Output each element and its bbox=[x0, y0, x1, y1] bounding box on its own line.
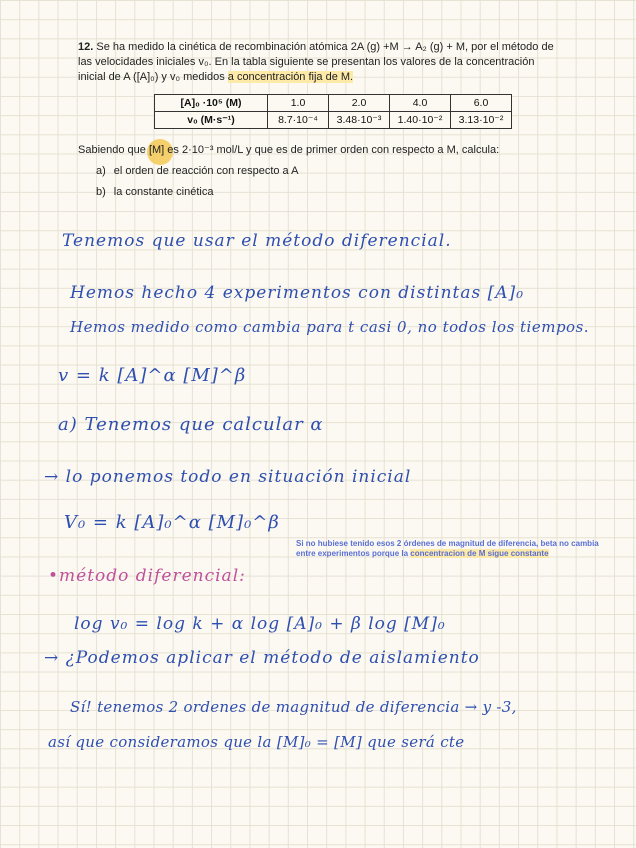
table-cell: 3.13·10⁻² bbox=[451, 112, 512, 129]
handwritten-line: Hemos medido como cambia para t casi 0, no todos los tiempos. bbox=[70, 318, 590, 336]
handwritten-line: log v₀ = log k + α log [A]₀ + β log [M]₀ bbox=[74, 614, 446, 634]
data-table bbox=[154, 94, 512, 129]
table-row bbox=[155, 95, 512, 112]
table-cell: 8.7·10⁻⁴ bbox=[268, 112, 329, 129]
table-header-a0: [A]₀ ·10⁵ (M) bbox=[155, 95, 268, 112]
table-cell: 1.40·10⁻² bbox=[390, 112, 451, 129]
table-cell: 3.48·10⁻³ bbox=[329, 112, 390, 129]
table-cell: 4.0 bbox=[390, 95, 451, 112]
handwritten-line: Sí! tenemos 2 ordenes de magnitud de diferencia → y -3, bbox=[70, 698, 517, 716]
table-cell: 2.0 bbox=[329, 95, 390, 112]
handwritten-line: a) Tenemos que calcular α bbox=[58, 414, 324, 435]
given-statement: Sabiendo que [M] es 2·10⁻³ mol/L y que es de primer orden con respecto a M, calcula: bbox=[78, 144, 500, 156]
problem-statement bbox=[78, 40, 556, 85]
handwritten-line: Tenemos que usar el método diferencial. bbox=[62, 231, 452, 251]
subquestion-text: la constante cinética bbox=[113, 186, 214, 198]
subquestion-a bbox=[96, 165, 298, 177]
typed-annotation bbox=[296, 539, 610, 559]
handwritten-line: v = k [A]^α [M]^β bbox=[58, 365, 247, 386]
table-cell: 1.0 bbox=[268, 95, 329, 112]
table-row bbox=[155, 112, 512, 129]
subquestion-b bbox=[96, 186, 213, 198]
subquestion-label: b) bbox=[96, 186, 106, 198]
handwritten-line: V₀ = k [A]₀^α [M]₀^β bbox=[64, 512, 280, 533]
problem-text: Se ha medido la cinética de recombinación atómica 2A (g) +M → A₂ (g) + M, por el método de las velocidades iniciales v₀. En la tabla siguiente se presentan los valores de la concentración inicial de A ([A]₀) y v₀ medidos bbox=[78, 41, 554, 83]
subquestion-text: el orden de reacción con respecto a A bbox=[113, 165, 299, 177]
subquestion-label: a) bbox=[96, 165, 106, 177]
annotation-highlight: concentracion de M sigue constante bbox=[410, 549, 549, 558]
problem-highlight: a concentración fija de M. bbox=[227, 71, 354, 83]
table-header-v0: v₀ (M·s⁻¹) bbox=[155, 112, 268, 129]
handwritten-heading: •método diferencial: bbox=[48, 566, 246, 586]
annotation-text: Si no hubiese tenido esos 2 órdenes de magnitud de diferencia, beta no cambia entre experimentos porque la bbox=[296, 539, 599, 558]
problem-number: 12. bbox=[78, 41, 94, 53]
handwritten-line: así que consideramos que la [M]₀ = [M] que será cte bbox=[48, 733, 465, 751]
handwritten-line: Hemos hecho 4 experimentos con distintas [A]₀ bbox=[70, 283, 525, 303]
handwritten-line: → lo ponemos todo en situación inicial bbox=[44, 467, 412, 487]
table-cell: 6.0 bbox=[451, 95, 512, 112]
handwritten-line: → ¿Podemos aplicar el método de aislamiento bbox=[44, 648, 480, 668]
